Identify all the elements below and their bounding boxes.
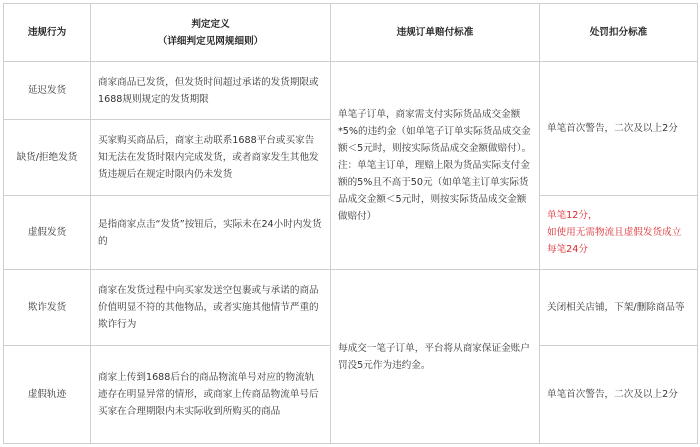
penalty-cell-group1: 单笔首次警告，二次及以上2分 bbox=[540, 62, 698, 196]
penalty-cell-false-shipping bbox=[540, 196, 698, 270]
penalty-cell-fraud: 关闭相关店铺，下架/删除商品等 bbox=[540, 270, 698, 346]
header-row bbox=[4, 4, 698, 62]
penalty-cell-false-tracking: 单笔首次警告，二次及以上2分 bbox=[540, 346, 698, 444]
penalty-line2: 如使用无需物流且虚假发货成立每笔24分 bbox=[547, 227, 682, 255]
header-violation: 违规行为 bbox=[4, 4, 91, 62]
definition-cell: 商家商品已发货，但发货时间超过承诺的发货期限或1688规则规定的发货期限 bbox=[91, 62, 331, 120]
violation-cell: 缺货/拒绝发货 bbox=[4, 120, 91, 196]
compensation-line2: 注：单笔主订单，理赔上限为货品实际支付金额的5%且不高于50元（如单笔主订单实际货品成交金额＜5元时，则按实际货品成交金额做赔付） bbox=[338, 160, 530, 222]
compensation-cell-group2: 每成交一笔子订单，平台将从商家保证金账户罚没5元作为违约金。 bbox=[331, 270, 540, 444]
header-definition bbox=[91, 4, 331, 62]
violation-cell: 虚假发货 bbox=[4, 196, 91, 270]
violation-cell: 延迟发货 bbox=[4, 62, 91, 120]
definition-cell: 商家上传到1688后台的商品物流单号对应的物流轨迹存在明显异常的情形，或商家上传商品物流单号后买家在合理期限内未实际收到所购买的商品 bbox=[91, 346, 331, 444]
penalty-line1: 单笔12分， bbox=[547, 210, 598, 221]
definition-cell: 商家在发货过程中向买家发送空包裹或与承诺的商品价值明显不符的其他物品，或者实施其他情节严重的欺诈行为 bbox=[91, 270, 331, 346]
compensation-line1: 单笔子订单，商家需支付实际货品成交金额*5%的违约金（如单笔子订单实际货品成交金额＜5元时，则按实际货品成交金额做赔付）。 bbox=[338, 109, 532, 154]
violation-table-container bbox=[3, 3, 697, 443]
violation-cell: 虚假轨迹 bbox=[4, 346, 91, 444]
violation-cell: 欺诈发货 bbox=[4, 270, 91, 346]
definition-cell: 买家购买商品后，商家主动联系1688平台或买家告知无法在发货时限内完成发货，或者商家发生其他发货违规后在规定时限内仍未发货 bbox=[91, 120, 331, 196]
table-row bbox=[4, 62, 698, 120]
header-compensation: 违规订单赔付标准 bbox=[331, 4, 540, 62]
compensation-cell-group1 bbox=[331, 62, 540, 270]
violation-table bbox=[3, 3, 698, 444]
definition-cell: 是指商家点击“发货”按钮后，实际未在24小时内发货的 bbox=[91, 196, 331, 270]
header-definition-sub: （详细判定见网规细则） bbox=[157, 35, 264, 47]
header-definition-title: 判定定义 bbox=[191, 18, 230, 30]
table-row bbox=[4, 270, 698, 346]
header-penalty: 处罚扣分标准 bbox=[540, 4, 698, 62]
